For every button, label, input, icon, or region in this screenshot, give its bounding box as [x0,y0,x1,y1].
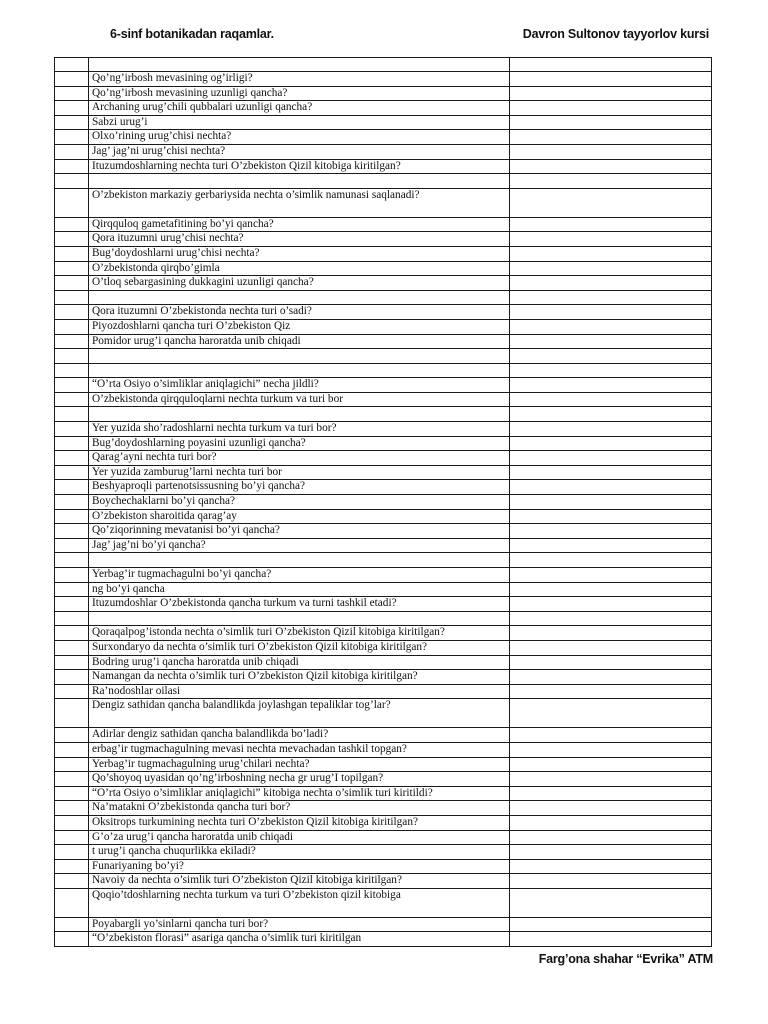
row-number-cell [55,917,89,932]
question-cell: Qo’ng’irbosh mevasining uzunligi qancha? [89,86,510,101]
row-number-cell [55,611,89,626]
answer-cell[interactable] [510,524,712,539]
answer-cell[interactable] [510,568,712,583]
row-number-cell [55,495,89,510]
row-number-cell [55,58,89,72]
answer-cell[interactable] [510,72,712,87]
question-cell: Surxondaryo da nechta o’simlik turi O’zbekiston Qizil kitobiga kiritilgan? [89,640,510,655]
table-row [55,305,712,320]
row-number-cell [55,830,89,845]
table-row [55,130,712,145]
table-row [55,290,712,305]
row-number-cell [55,801,89,816]
row-number-cell [55,392,89,407]
answer-cell[interactable] [510,728,712,743]
row-number-cell [55,86,89,101]
table-row [55,684,712,699]
row-number-cell [55,290,89,305]
table-row [55,480,712,495]
table-row [55,422,712,437]
answer-cell[interactable] [510,830,712,845]
answer-cell[interactable] [510,188,712,217]
table-row [55,465,712,480]
question-cell: O’zbekistonda qirqquloqlarni nechta turkum va turi bor [89,392,510,407]
row-number-cell [55,334,89,349]
row-number-cell [55,888,89,917]
table-row [55,815,712,830]
answer-cell[interactable] [510,465,712,480]
table-row [55,538,712,553]
questions-table-body [55,58,712,947]
question-cell: Olxo’rining urug’chisi nechta? [89,130,510,145]
answer-cell[interactable] [510,101,712,116]
question-cell: Qoraqalpog’istonda nechta o’simlik turi O’zbekiston Qizil kitobiga kiritilgan? [89,626,510,641]
answer-cell[interactable] [510,845,712,860]
answer-cell[interactable] [510,334,712,349]
table-row [55,261,712,276]
table-row [55,801,712,816]
question-cell [89,363,510,378]
document-author: Davron Sultonov tayyorlov kursi [522,27,709,41]
table-row [55,626,712,641]
question-cell: O’zbekistonda qirqbo’gimla [89,261,510,276]
question-cell [89,349,510,364]
answer-cell[interactable] [510,246,712,261]
row-number-cell [55,130,89,145]
question-cell: Piyozdoshlarni qancha turi O’zbekiston Qiz [89,319,510,334]
answer-cell[interactable] [510,174,712,189]
answer-cell[interactable] [510,480,712,495]
row-number-cell [55,815,89,830]
answer-cell[interactable] [510,553,712,568]
table-row [55,72,712,87]
table-row [55,830,712,845]
table-row [55,319,712,334]
table-row [55,407,712,422]
document-title: 6-sinf botanikadan raqamlar. [110,27,274,41]
table-row [55,144,712,159]
answer-cell[interactable] [510,436,712,451]
table-row [55,772,712,787]
table-row [55,58,712,72]
question-cell: Navoiy da nechta o’simlik turi O’zbekiston Qizil kitobiga kiritilgan? [89,874,510,889]
table-row [55,742,712,757]
question-cell [89,553,510,568]
answer-cell[interactable] [510,159,712,174]
answer-cell[interactable] [510,611,712,626]
document-footer: Farg’ona shahar “Evrika” ATM [538,952,713,966]
table-row [55,728,712,743]
table-row [55,917,712,932]
table-row [55,101,712,116]
row-number-cell [55,932,89,947]
row-number-cell [55,582,89,597]
answer-cell[interactable] [510,509,712,524]
row-number-cell [55,159,89,174]
row-number-cell [55,261,89,276]
question-cell [89,407,510,422]
question-cell [89,290,510,305]
answer-cell[interactable] [510,319,712,334]
question-cell: O’tloq sebargasining dukkagini uzunligi qancha? [89,276,510,291]
row-number-cell [55,626,89,641]
row-number-cell [55,451,89,466]
question-cell: Archaning urug’chili qubbalari uzunligi qancha? [89,101,510,116]
question-cell: Qoqio’tdoshlarning nechta turkum va turi O’zbekiston qizil kitobiga [89,888,510,917]
row-number-cell [55,144,89,159]
table-row [55,699,712,728]
row-number-cell [55,728,89,743]
answer-cell[interactable] [510,684,712,699]
answer-cell[interactable] [510,451,712,466]
question-cell: Funariyaning bo’yi? [89,859,510,874]
answer-cell[interactable] [510,58,712,72]
row-number-cell [55,655,89,670]
answer-cell[interactable] [510,917,712,932]
question-cell [89,58,510,72]
question-cell: Ra’nodoshlar oilasi [89,684,510,699]
row-number-cell [55,349,89,364]
table-row [55,845,712,860]
table-row [55,86,712,101]
question-cell: Yer yuzida sho’radoshlarni nechta turkum va turi bor? [89,422,510,437]
row-number-cell [55,845,89,860]
question-cell: Qora ituzumni urug’chisi nechta? [89,232,510,247]
row-number-cell [55,465,89,480]
row-number-cell [55,246,89,261]
question-cell: “O’rta Osiyo o’simliklar aniqlagichi” kitobiga nechta o’simlik turi kiritildi? [89,786,510,801]
row-number-cell [55,640,89,655]
question-cell: ng bo’yi qancha [89,582,510,597]
question-cell: Yerbag’ir tugmachagulning urug’chilari nechta? [89,757,510,772]
table-row [55,276,712,291]
question-cell: “O’rta Osiyo o’simliklar aniqlagichi” necha jildli? [89,378,510,393]
row-number-cell [55,101,89,116]
answer-cell[interactable] [510,144,712,159]
table-row [55,232,712,247]
answer-cell[interactable] [510,626,712,641]
question-cell: Poyabargli yo’sinlarni qancha turi bor? [89,917,510,932]
answer-cell[interactable] [510,538,712,553]
answer-cell[interactable] [510,597,712,612]
answer-cell[interactable] [510,786,712,801]
row-number-cell [55,874,89,889]
table-row [55,174,712,189]
answer-cell[interactable] [510,495,712,510]
row-number-cell [55,568,89,583]
question-cell: Beshyaproqli partenotsissusning bo’yi qancha? [89,480,510,495]
question-cell: Yerbag’ir tugmachagulni bo’yi qancha? [89,568,510,583]
row-number-cell [55,553,89,568]
answer-cell[interactable] [510,349,712,364]
question-cell: Pomidor urug’i qancha haroratda unib chiqadi [89,334,510,349]
table-row [55,932,712,947]
question-cell: Bodring urug’i qancha haroratda unib chiqadi [89,655,510,670]
question-cell [89,611,510,626]
question-cell: Qo’ng’irbosh mevasining og’irligi? [89,72,510,87]
question-cell: Boychechaklarni bo’yi qancha? [89,495,510,510]
question-cell: Qarag’ayni nechta turi bor? [89,451,510,466]
table-row [55,597,712,612]
table-row [55,246,712,261]
table-row [55,159,712,174]
table-row [55,217,712,232]
question-cell: Qora ituzumni O’zbekistonda nechta turi o’sadi? [89,305,510,320]
table-row [55,640,712,655]
question-cell: Namangan da nechta o’simlik turi O’zbekiston Qizil kitobiga kiritilgan? [89,670,510,685]
question-cell: Bug’doydoshlarning poyasini uzunligi qancha? [89,436,510,451]
table-row [55,874,712,889]
question-cell: Yer yuzida zamburug’larni nechta turi bor [89,465,510,480]
row-number-cell [55,786,89,801]
question-cell: O’zbekiston sharoitida qarag’ay [89,509,510,524]
answer-cell[interactable] [510,115,712,130]
answer-cell[interactable] [510,655,712,670]
row-number-cell [55,480,89,495]
answer-cell[interactable] [510,86,712,101]
answer-cell[interactable] [510,874,712,889]
question-cell: Jag’ jag’ni urug’chisi nechta? [89,144,510,159]
row-number-cell [55,597,89,612]
table-row [55,334,712,349]
question-cell: Qo’shoyoq uyasidan qo’ng’irboshning necha gr urug’I topilgan? [89,772,510,787]
answer-cell[interactable] [510,772,712,787]
row-number-cell [55,305,89,320]
answer-cell[interactable] [510,699,712,728]
answer-cell[interactable] [510,932,712,947]
answer-cell[interactable] [510,640,712,655]
row-number-cell [55,276,89,291]
table-row [55,509,712,524]
question-cell: Jag’ jag’ni bo’yi qancha? [89,538,510,553]
row-number-cell [55,188,89,217]
answer-cell[interactable] [510,670,712,685]
table-row [55,786,712,801]
question-cell: G’o’za urug’i qancha haroratda unib chiqadi [89,830,510,845]
row-number-cell [55,684,89,699]
question-cell: O’zbekiston markaziy gerbariysida nechta o’simlik namunasi saqlanadi? [89,188,510,217]
question-cell: Ituzumdoshlar O’zbekistonda qancha turkum va turni tashkil etadi? [89,597,510,612]
question-cell [89,174,510,189]
answer-cell[interactable] [510,801,712,816]
answer-cell[interactable] [510,392,712,407]
table-row [55,436,712,451]
table-row [55,553,712,568]
answer-cell[interactable] [510,217,712,232]
answer-cell[interactable] [510,407,712,422]
row-number-cell [55,115,89,130]
answer-cell[interactable] [510,305,712,320]
table-row [55,670,712,685]
answer-cell[interactable] [510,261,712,276]
table-row [55,655,712,670]
row-number-cell [55,232,89,247]
row-number-cell [55,217,89,232]
table-row [55,115,712,130]
answer-cell[interactable] [510,888,712,917]
question-cell: Qirqquloq gametafitining bo’yi qancha? [89,217,510,232]
table-row [55,568,712,583]
answer-cell[interactable] [510,130,712,145]
answer-cell[interactable] [510,232,712,247]
table-row [55,611,712,626]
row-number-cell [55,509,89,524]
row-number-cell [55,859,89,874]
questions-table [54,57,712,947]
answer-cell[interactable] [510,276,712,291]
row-number-cell [55,670,89,685]
row-number-cell [55,319,89,334]
table-row [55,392,712,407]
table-row [55,349,712,364]
row-number-cell [55,524,89,539]
question-cell: erbag’ir tugmachagulning mevasi nechta mevachadan tashkil topgan? [89,742,510,757]
answer-cell[interactable] [510,378,712,393]
answer-cell[interactable] [510,815,712,830]
question-cell: Dengiz sathidan qancha balandlikda joylashgan tepaliklar tog’lar? [89,699,510,728]
row-number-cell [55,538,89,553]
row-number-cell [55,72,89,87]
question-cell: Oksitrops turkumining nechta turi O’zbekiston Qizil kitobiga kiritilgan? [89,815,510,830]
question-cell: Sabzi urug’i [89,115,510,130]
table-row [55,859,712,874]
answer-cell[interactable] [510,859,712,874]
question-cell: Ituzumdoshlarning nechta turi O’zbekiston Qizil kitobiga kiritilgan? [89,159,510,174]
row-number-cell [55,174,89,189]
row-number-cell [55,422,89,437]
answer-cell[interactable] [510,422,712,437]
row-number-cell [55,363,89,378]
table-row [55,378,712,393]
answer-cell[interactable] [510,582,712,597]
table-row [55,888,712,917]
table-row [55,582,712,597]
table-row [55,495,712,510]
row-number-cell [55,699,89,728]
question-cell: Na’matakni O’zbekistonda qancha turi bor? [89,801,510,816]
answer-cell[interactable] [510,363,712,378]
answer-cell[interactable] [510,290,712,305]
table-row [55,451,712,466]
question-cell: Qo’ziqorinning mevatanisi bo’yi qancha? [89,524,510,539]
table-row [55,757,712,772]
row-number-cell [55,378,89,393]
question-cell: t urug’i qancha chuqurlikka ekiladi? [89,845,510,860]
row-number-cell [55,407,89,422]
table-row [55,524,712,539]
answer-cell[interactable] [510,742,712,757]
table-row [55,188,712,217]
row-number-cell [55,436,89,451]
table-row [55,363,712,378]
question-cell: Adirlar dengiz sathidan qancha balandlikda bo’ladi? [89,728,510,743]
question-cell: “O’zbekiston florasi” asariga qancha o’simlik turi kiritilgan [89,932,510,947]
row-number-cell [55,772,89,787]
answer-cell[interactable] [510,757,712,772]
row-number-cell [55,742,89,757]
question-cell: Bug’doydoshlarni urug’chisi nechta? [89,246,510,261]
row-number-cell [55,757,89,772]
